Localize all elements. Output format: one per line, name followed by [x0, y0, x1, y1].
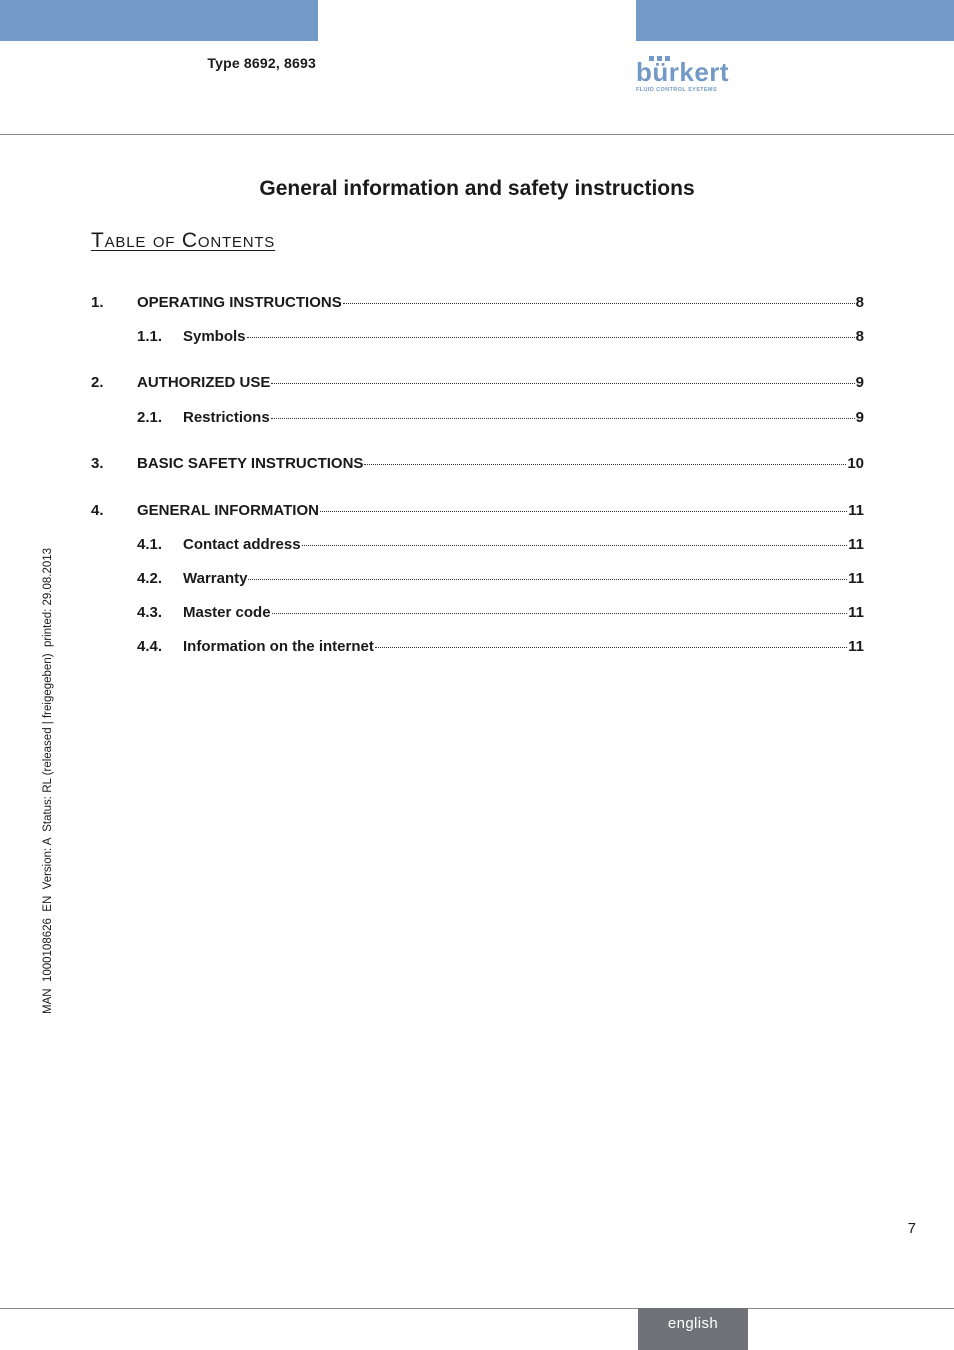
toc-entry-page: 10 [847, 455, 864, 472]
toc-entry-title: OPERATING INSTRUCTIONS [137, 294, 342, 311]
footer-divider [0, 1308, 954, 1309]
toc-entry-page: 11 [848, 638, 864, 655]
toc-entry-number: 4. [91, 502, 104, 519]
toc-entry-number: 2. [91, 374, 104, 391]
toc-entry[interactable] [91, 502, 864, 522]
toc-entry[interactable] [91, 604, 864, 624]
toc-entry[interactable] [91, 570, 864, 590]
toc-entry-number: 4.3. [137, 604, 163, 621]
toc-entry-title: Warranty [183, 570, 248, 587]
toc-entry-number: 1.1. [137, 328, 163, 345]
burkert-logo [636, 56, 736, 96]
toc-leader-dots [248, 579, 847, 580]
toc-entry[interactable] [91, 294, 864, 314]
toc-entry-page: 11 [848, 570, 864, 587]
toc-leader-dots [364, 464, 846, 465]
toc-leader-dots [271, 418, 855, 419]
toc-entry-number: 3. [91, 455, 104, 472]
toc-leader-dots [247, 337, 855, 338]
header-band-right [636, 0, 954, 41]
toc-entry-page: 8 [855, 328, 864, 345]
toc-leader-dots [320, 511, 847, 512]
document-type: Type 8692, 8693 [207, 55, 316, 71]
toc-entry-number: 4.2. [137, 570, 163, 587]
toc-entry-page: 11 [848, 502, 864, 519]
logo-tagline: FLUID CONTROL SYSTEMS [636, 87, 718, 93]
toc-leader-dots [302, 545, 848, 546]
toc-entry[interactable] [91, 328, 864, 348]
toc-entry-page: 11 [848, 604, 864, 621]
toc-entry-title: Information on the internet [183, 638, 374, 655]
toc-entry-number: 1. [91, 294, 104, 311]
page-title: General information and safety instructions [259, 177, 695, 200]
toc-entry-number: 4.4. [137, 638, 163, 655]
toc-leader-dots [272, 613, 848, 614]
toc-entry[interactable] [91, 374, 864, 394]
toc-entry-page: 8 [855, 294, 864, 311]
header-band-left [0, 0, 318, 41]
toc-entry-title: Contact address [183, 536, 301, 553]
toc-entry[interactable] [91, 455, 864, 475]
toc-entry-title: Master code [183, 604, 271, 621]
language-tab: english [638, 1308, 748, 1350]
logo-wordmark: bürkert [636, 57, 730, 87]
toc-entry-number: 2.1. [137, 409, 163, 426]
toc-entry-title: Restrictions [183, 409, 270, 426]
toc-entry-page: 9 [855, 409, 864, 426]
toc-entry-number: 4.1. [137, 536, 163, 553]
toc-entry-page: 9 [855, 374, 864, 391]
page-number: 7 [907, 1220, 916, 1237]
toc-entry-title: Symbols [183, 328, 246, 345]
toc-entry[interactable] [91, 409, 864, 429]
toc-entry[interactable] [91, 536, 864, 556]
toc-entry[interactable] [91, 638, 864, 658]
toc-entry-title: GENERAL INFORMATION [137, 502, 319, 519]
toc-leader-dots [343, 303, 855, 304]
toc-leader-dots [271, 383, 854, 384]
toc-entry-page: 11 [848, 536, 864, 553]
toc-entry-title: AUTHORIZED USE [137, 374, 271, 391]
toc-entry-title: BASIC SAFETY INSTRUCTIONS [137, 455, 364, 472]
header-divider [0, 134, 954, 135]
toc-heading: Table of Contents [91, 229, 276, 252]
document-metadata: MAN 1000108626 EN Version: A Status: RL (released | freigegeben) printed: 29.08.2013 [42, 547, 54, 1014]
toc-leader-dots [375, 647, 847, 648]
